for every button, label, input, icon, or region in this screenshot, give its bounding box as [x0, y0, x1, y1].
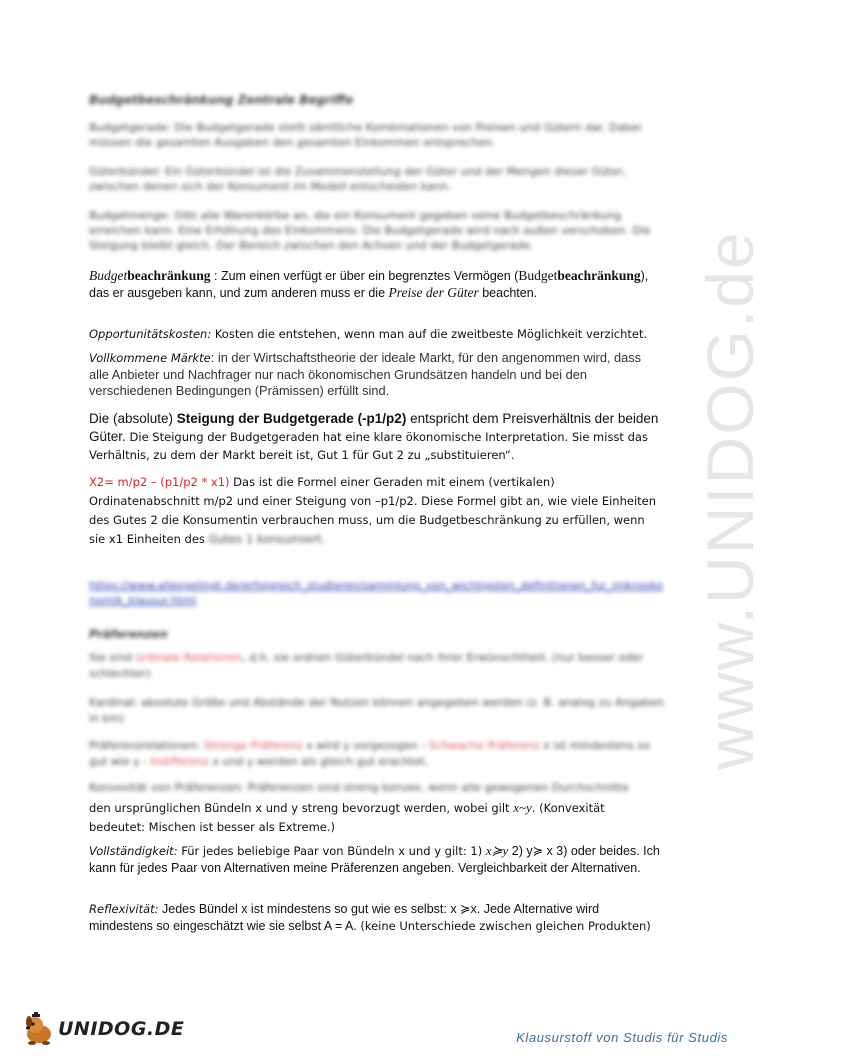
- watermark: www.UNIDOG.de: [693, 230, 767, 770]
- blurred-paragraph-1: Budgetgerade: Die Budgetgerade stellt sämtliche Kombinationen von Preisen und Gütern dar. Dabei müssen die gesamten Ausgaben den gesamten Einkommen entsprechen.: [89, 121, 642, 149]
- formula: X2= m/p2 – (p1/p2 * x1): [89, 475, 230, 489]
- formel-paragraph: X2= m/p2 – (p1/p2 * x1) Das ist die Formel einer Geraden mit einem (vertikalen) Ordinatenabschnitt m/p2 und einer Steigung von –p1/p2. Diese Formel gibt an, wie viele Einheiten des Gutes 2 die Konsumentin verbrauchen muss, um die Budgetbeschränkung zu erfüllen, wenn sie x1 Einheiten des Gutes 1 konsumiert.: [89, 475, 657, 546]
- footer-slogan: Klausurstoff von Studis für Studis: [516, 1030, 728, 1045]
- blurred-praeferenzen-4: Konvexität von Präferenzen: Präferenzen sind streng konvex, wenn alle gewogenen Durchschnitte: [89, 781, 629, 794]
- blurred-heading: Budgetbeschränkung Zentrale Begriffe: [89, 93, 354, 107]
- blurred-paragraph-2: Güterbündel: Ein Güterbündel ist die Zusammenstellung der Güter und der Mengen dieser Güter, zwischen denen sich der Konsument im Modell entscheiden kann.: [89, 165, 627, 193]
- budgetbeschraenkung-paragraph: Budgetbeachränkung : Zum einen verfügt er über ein begrenztes Vermögen (Budgetbeachränkung), das er ausgeben kann, und zum anderen muss er die Preise der Güter beachten.: [89, 268, 649, 300]
- reflexivitaet-paragraph: Reflexivität: Jedes Bündel x ist mindestens so gut wie es selbst: x ≽x. Jede Alternative wird mindestens so eingeschätzt wie sie selbst A = A. (keine Unterschiede zwischen gleichen Produkten): [89, 902, 651, 933]
- blurred-praeferenzen-1: Sie sind ordinale Relationen, d.h. sie ordnen Güterbündel nach ihrer Erwünschtheit. (nur besser oder schlechter): [89, 651, 644, 680]
- blurred-praeferenzen-2: Kardinal: absolute Größe und Abstände der Nutzen können angegeben werden (z. B. analog zu Angaben in km): [89, 696, 664, 725]
- vollstaendigkeit-paragraph: Vollständigkeit: Für jedes beliebige Paar von Bündeln x und y gilt: 1) x≽y 2) y≽ x 3) oder beides. Ich kann für jedes Paar von Alternativen meine Präferenzen angeben. Vergleichbarkeit der Alternativen.: [89, 843, 660, 875]
- blurred-link[interactable]: https://www.allesgelingt.de/erfolgreich_studieren/sammlung_von_wichtigsten_definitionen_fur_mikrookonomik_klausur.html: [89, 579, 663, 607]
- blurred-praeferenzen-3: Präferenzrelationen: Strenge Präferenz x wird y vorgezogen - Schwache Präferenz x ist mindestens so gut wie y - Indifferenz x und y werden als gleich gut erachtet.: [89, 739, 650, 768]
- blurred-paragraph-3: Budgetmenge: Gibt alle Warenkörbe an, die ein Konsument gegeben seine Budgetbeschränkung erreichen kann. Eine Erhöhung des Einkommens: Die Budgetgerade wird nach außen verschoben. Die Steigung bleibt gleich. Der Bereich zwischen den Achsen und der Budgetgerade.: [89, 209, 651, 252]
- konvexitaet-paragraph: den ursprünglichen Bündeln x und y streng bevorzugt werden, wobei gilt x~y. (Konvexität bedeutet: Mischen ist besser als Extreme.): [89, 800, 605, 834]
- blurred-praeferenzen-heading: Präferenzen: [89, 627, 168, 641]
- opportunitaetskosten-paragraph: Opportunitätskosten: Kosten die entstehen, wenn man auf die zweitbeste Möglichkeit verzichtet.: [89, 327, 648, 341]
- steigung-paragraph: Die (absolute) Steigung der Budgetgerade (-p1/p2) entspricht dem Preisverhältnis der beiden Güter. Die Steigung der Budgetgeraden hat eine klare ökonomische Interpretation. Sie misst das Verhältnis, zu dem der Markt bereit ist, Gut 1 für Gut 2 zu „substituieren“.: [89, 411, 659, 462]
- unidog-logo: [22, 1012, 184, 1046]
- dog-icon: [22, 1012, 56, 1046]
- vollkommene-maerkte-paragraph: Vollkommene Märkte: in der Wirtschaftstheorie der ideale Markt, für den angenommen wird, dass alle Anbieter und Nachfrager nur nach ökonomischen Grundsätzen handeln und bei den verschiedenen Bedingungen (Prämissen) erfüllt sind.: [89, 350, 642, 398]
- logo-text: UNIDOG.DE: [58, 1018, 185, 1040]
